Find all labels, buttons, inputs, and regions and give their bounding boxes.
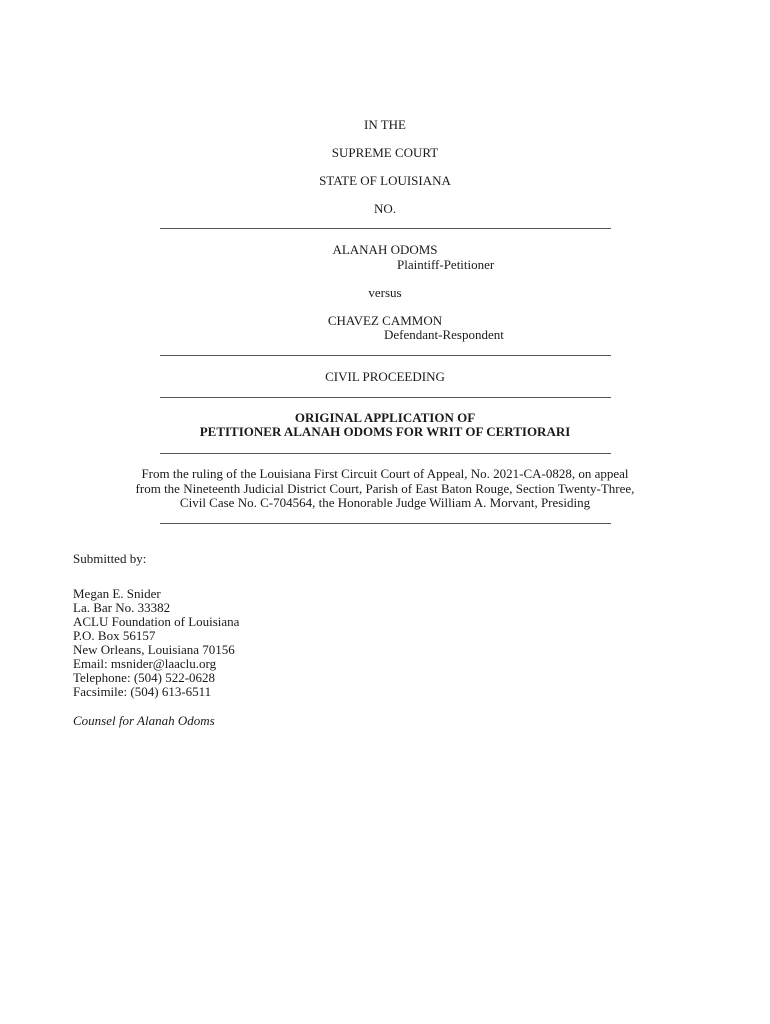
ruling-line1: From the ruling of the Louisiana First Circuit Court of Appeal, No. 2021-CA-0828, on appeal	[141, 466, 629, 481]
telephone: Telephone: (504) 522-0628	[73, 670, 216, 685]
divider-rule	[160, 453, 611, 454]
divider-rule	[160, 355, 611, 356]
application-title-line2: PETITIONER ALANAH ODOMS FOR WRIT OF CERTIORARI	[199, 424, 571, 439]
caption-state: STATE OF LOUISIANA	[319, 173, 451, 188]
facsimile: Facsimile: (504) 613-6511	[73, 684, 212, 699]
divider-rule	[160, 523, 611, 524]
caption-docket-number: NO.	[373, 201, 397, 216]
proceeding-type: CIVIL PROCEEDING	[325, 369, 445, 384]
ruling-line3: Civil Case No. C-704564, the Honorable Judge William A. Morvant, Presiding	[179, 495, 591, 510]
email: Email: msnider@laaclu.org	[73, 656, 217, 671]
defendant-name: CHAVEZ CAMMON	[327, 313, 443, 328]
divider-rule	[160, 397, 611, 398]
city-state-zip: New Orleans, Louisiana 70156	[73, 642, 235, 657]
caption-court: SUPREME COURT	[331, 145, 439, 160]
application-title-line1: ORIGINAL APPLICATION OF	[294, 410, 476, 425]
divider-rule	[160, 228, 611, 229]
versus-text: versus	[368, 285, 402, 300]
caption-in-the: IN THE	[363, 117, 406, 132]
defendant-role: Defendant-Respondent	[384, 327, 504, 342]
organization: ACLU Foundation of Louisiana	[73, 614, 240, 629]
bar-number: La. Bar No. 33382	[73, 600, 171, 615]
plaintiff-name: ALANAH ODOMS	[332, 242, 438, 257]
po-box: P.O. Box 56157	[73, 628, 156, 643]
ruling-line2: from the Nineteenth Judicial District Court, Parish of East Baton Rouge, Section Twenty-Three,	[135, 481, 635, 496]
counsel-for: Counsel for Alanah Odoms	[73, 713, 215, 728]
plaintiff-role: Plaintiff-Petitioner	[397, 257, 495, 272]
submitted-by-label: Submitted by:	[73, 551, 147, 566]
attorney-name: Megan E. Snider	[73, 586, 161, 601]
